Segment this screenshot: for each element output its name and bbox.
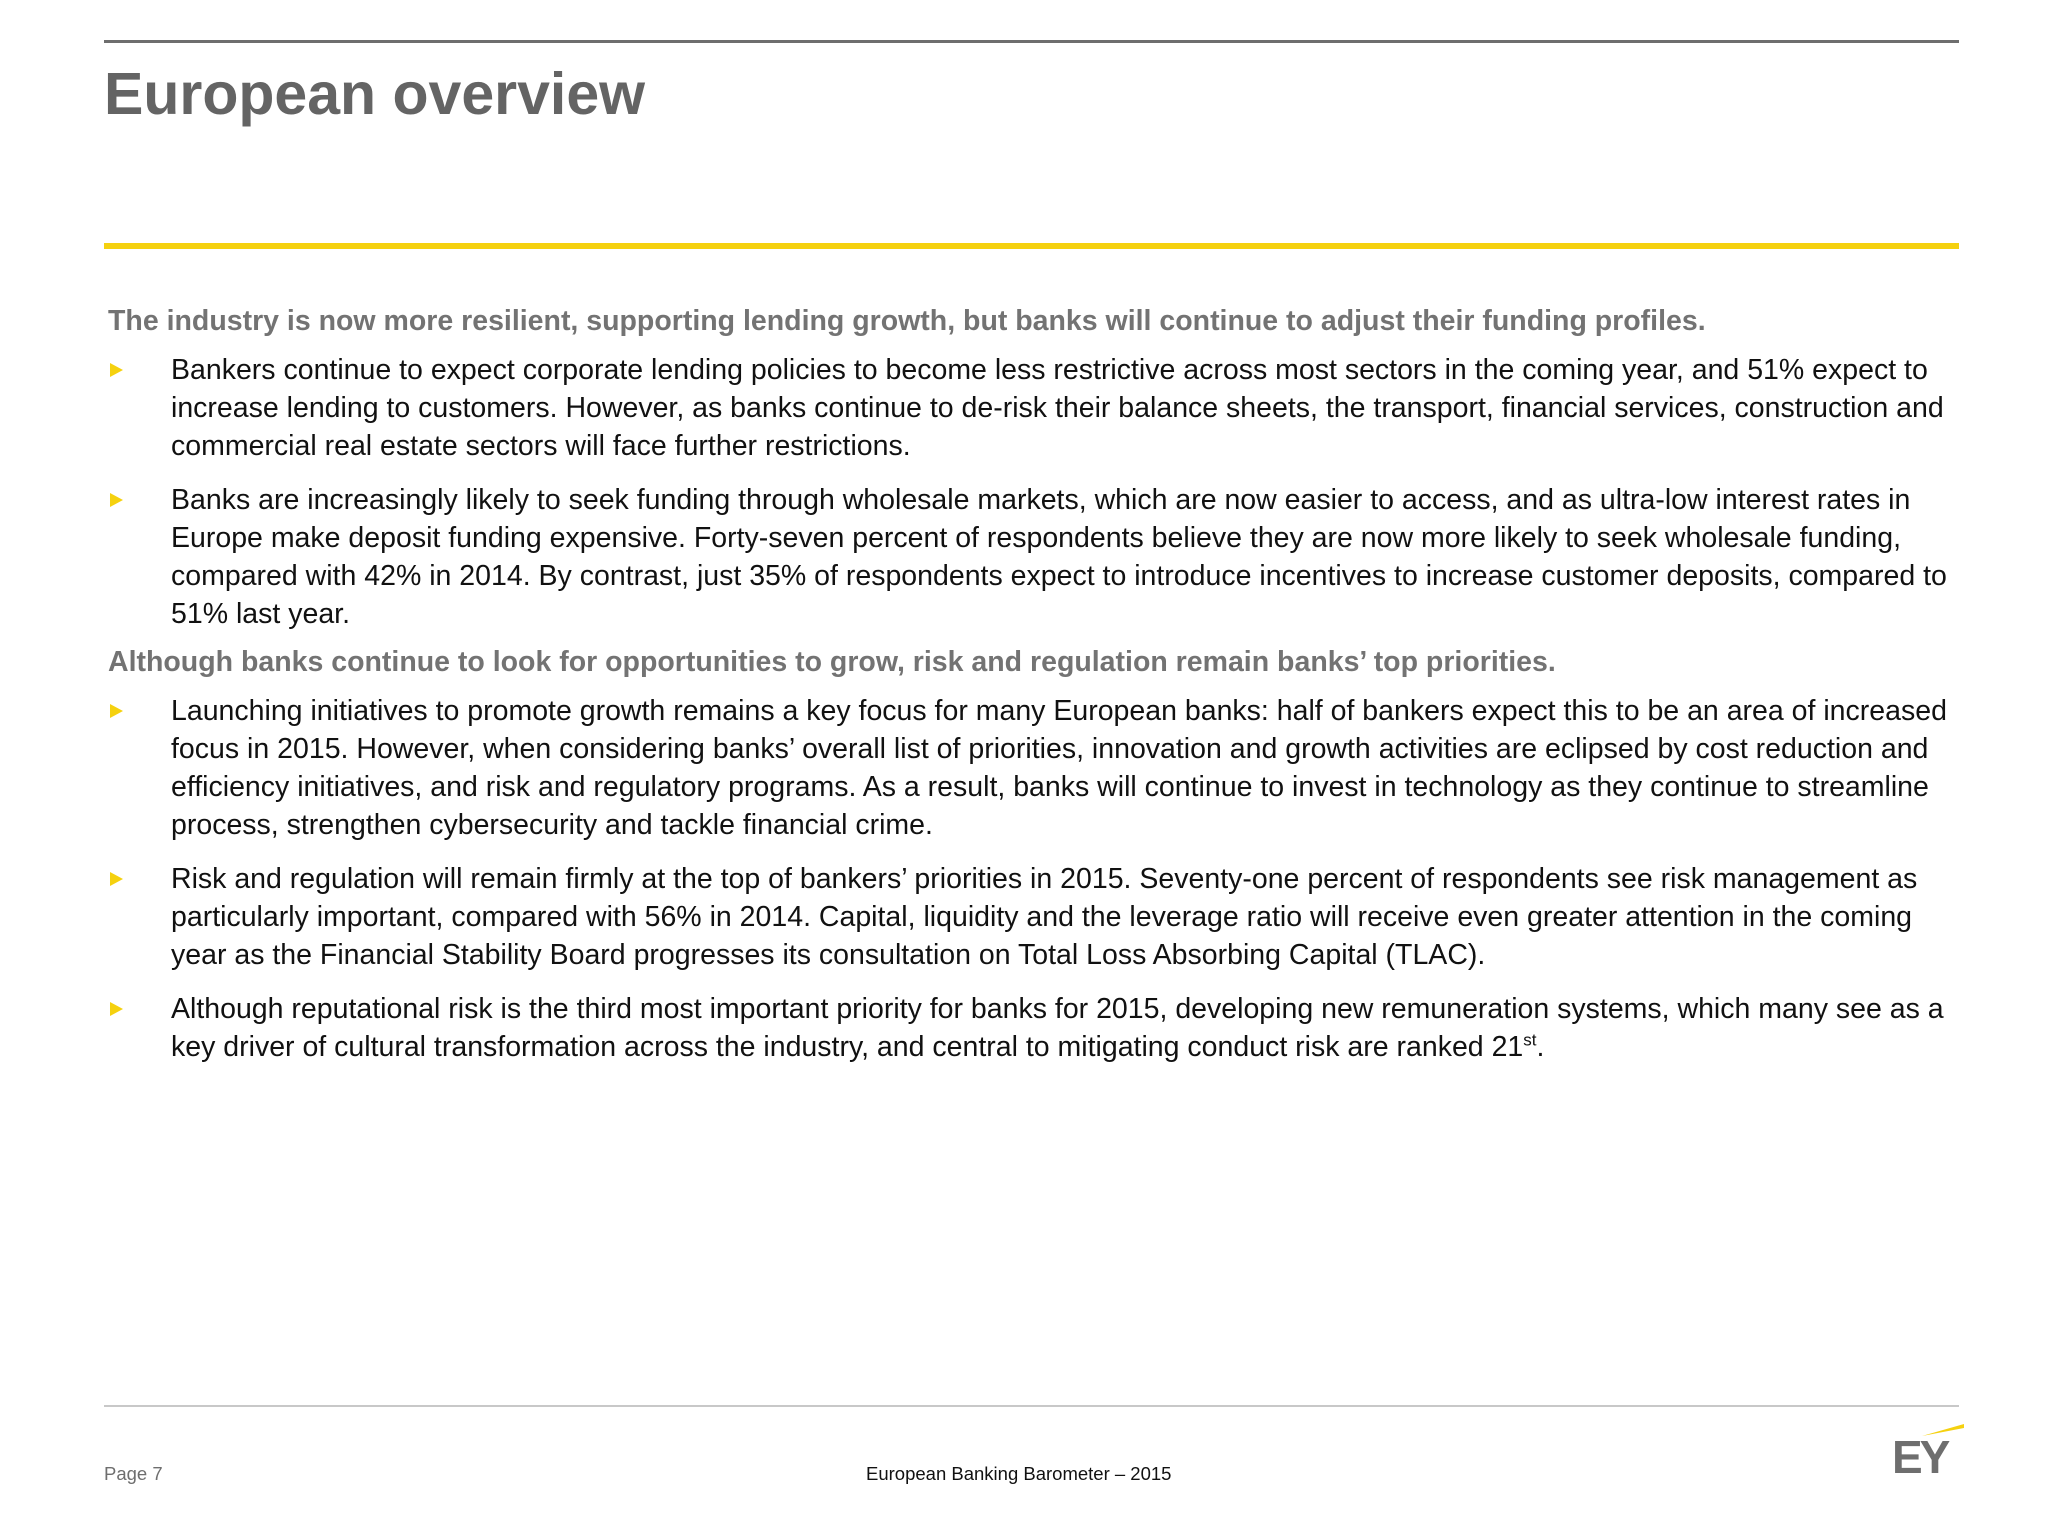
bullet-item [108,351,1963,465]
bullet-text: Launching initiatives to promote growth remains a key focus for many European banks: half of bankers expect this to be an area of increased focus in 2015. However, when considering banks’ overall list of priorities, innovation and growth activities are eclipsed by cost reduction and efficiency initiatives, and risk and regulatory programs. As a result, banks will continue to invest in technology as they continue to streamline process, strengthen cybersecurity and tackle financial crime. [171,695,1947,841]
page-number: Page 7 [104,1463,163,1484]
bullet-text: Risk and regulation will remain firmly at the top of bankers’ priorities in 2015. Seventy-one percent of respondents see risk management as particularly important, compared with 56% in 2014. Capital, liquidity and the leverage ratio will receive even greater attention in the coming year as the Financial Stability Board progresses its consultation on Total Loss Absorbing Capital (TLAC). [171,863,1918,971]
logo-text: EY [1892,1431,1948,1483]
section-funding [108,302,1963,633]
accent-divider [104,243,1959,249]
bullet-item [108,860,1963,974]
bullet-arrow-icon [110,493,123,507]
section-heading: The industry is now more resilient, supporting lending growth, but banks will continue to adjust their funding profiles. [108,305,1706,337]
footer-divider [104,1405,1959,1407]
page-title: European overview [104,61,646,127]
bullet-arrow-icon [110,704,123,718]
bullet-text: Bankers continue to expect corporate lending policies to become less restrictive across most sectors in the coming year, and 51% expect to increase lending to customers. However, as banks continue to de-risk their balance sheets, the transport, financial services, construction and commercial real estate sectors will face further restrictions. [171,354,1944,462]
bullet-text: Although reputational risk is the third most important priority for banks for 2015, developing new remuneration systems, which many see as a key driver of cultural transformation across the industry, and central to mitigating conduct risk are ranked 21 [171,993,1944,1063]
bullet-arrow-icon [110,872,123,886]
section-heading: Although banks continue to look for opportunities to grow, risk and regulation remain banks’ top priorities. [108,646,1556,678]
bullet-arrow-icon [110,1002,123,1016]
bullet-item [108,692,1963,844]
ordinal-superscript: st [1523,1030,1537,1050]
bullet-list [108,692,1963,1066]
bullet-item [108,990,1963,1066]
footer-title: European Banking Barometer – 2015 [866,1463,1172,1484]
bullet-text-end: . [1536,1031,1545,1063]
bullet-text: Banks are increasingly likely to seek funding through wholesale markets, which are now easier to access, and as ultra-low interest rates in Europe make deposit funding expensive. Forty-seven percent of respondents believe they are now more likely to seek wholesale funding, compared with 42% in 2014. By contrast, just 35% of respondents expect to introduce incentives to increase customer deposits, compared to 51% last year. [171,484,1947,630]
bullet-item [108,481,1963,633]
bullet-list [108,351,1963,633]
ey-logo-icon [1892,1430,1964,1483]
bullet-arrow-icon [110,363,123,377]
main-content [108,302,1963,1082]
top-divider [104,40,1959,43]
section-priorities [108,643,1963,1066]
